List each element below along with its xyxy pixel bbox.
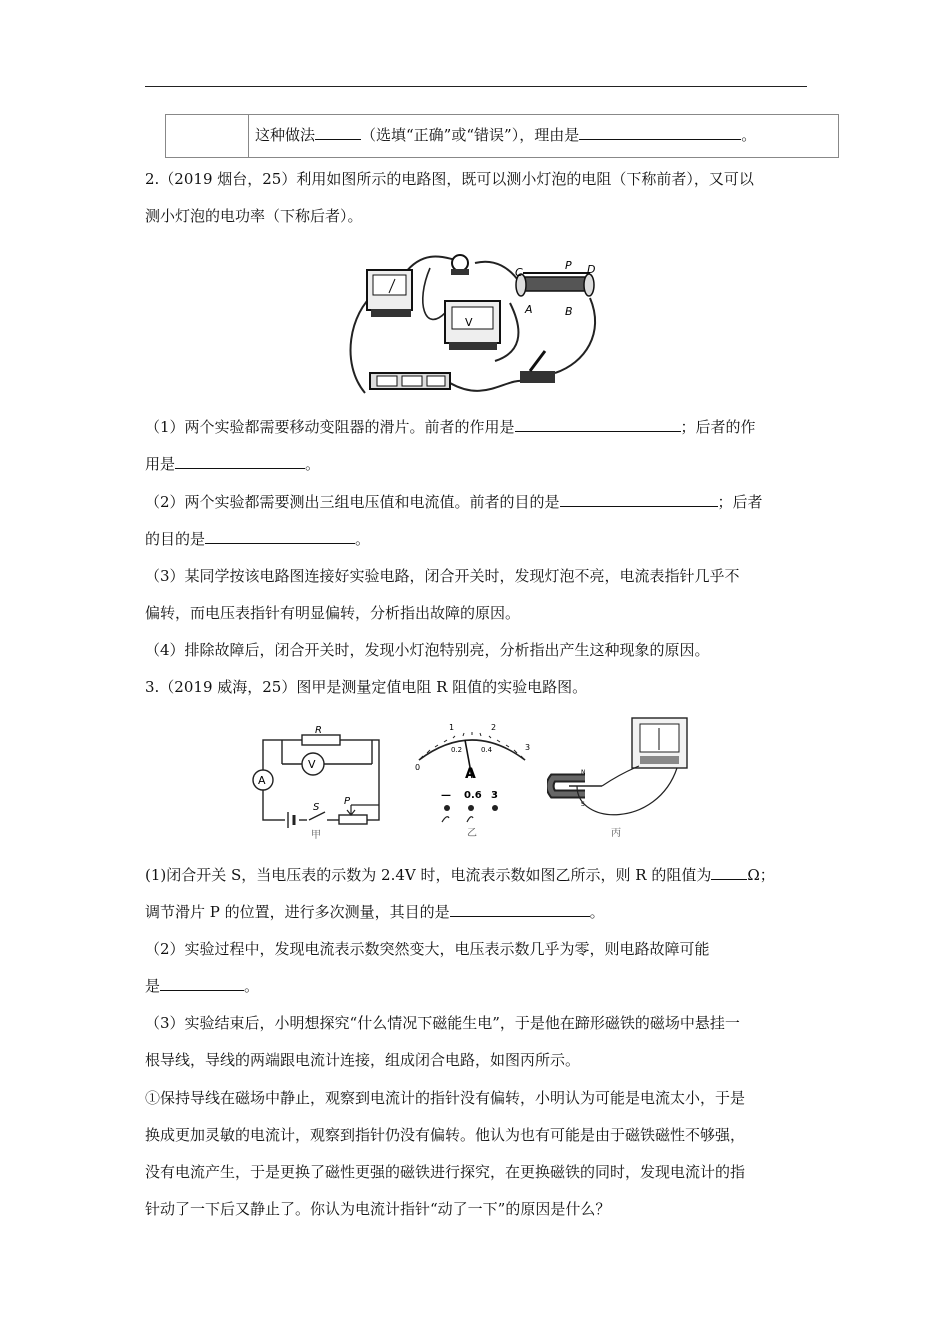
ammeter-base (371, 309, 411, 317)
fig-bing-magnet (547, 716, 697, 840)
q2-part1-line2 (145, 454, 320, 474)
lamp-socket (451, 269, 469, 275)
q3-p2-text-b: 是 (145, 977, 161, 995)
q2-part2-line2 (145, 529, 370, 549)
terminal-knob (492, 805, 498, 811)
q2-p1-text-b: ；后者的作 (680, 418, 756, 436)
table-cell-text (249, 115, 838, 157)
q3-p2-end: 。 (244, 977, 260, 995)
q2-part2-line1 (145, 492, 763, 512)
terminal-minus: — (441, 790, 451, 801)
dial-unit: A (465, 766, 476, 782)
switch-lever (530, 351, 545, 371)
battery-cell (377, 376, 397, 386)
dial-arc (419, 740, 525, 760)
tick-1: 1 (449, 723, 455, 732)
answer-table-row (165, 114, 839, 158)
tick-0: 0 (415, 763, 421, 772)
wire (450, 381, 525, 391)
caption-bing: 丙 (611, 828, 621, 839)
q2-part4: （4）排除故障后，闭合开关时，发现小灯泡特别亮，分析指出产生这种现象的原因。 (145, 641, 710, 659)
answer-blank[interactable] (205, 529, 355, 544)
q2-p2-text-a: （2）两个实验都需要测出三组电压值和电流值。前者的目的是 (145, 493, 560, 511)
lead-wire (577, 768, 677, 815)
answer-blank[interactable] (579, 125, 741, 140)
pole-s: S (581, 801, 585, 808)
q3-intro: 3.（2019 威海，25）图甲是测量定值电阻 R 阻值的实验电路图。 (145, 678, 588, 696)
wire (555, 298, 595, 373)
wire-lead (442, 817, 449, 822)
q3-part1-line2 (145, 902, 605, 922)
label-d: D (587, 263, 596, 276)
table-text-b: （选填“正确”或“错误”），理由是 (361, 126, 580, 144)
answer-blank[interactable] (315, 125, 361, 140)
label-s: S (313, 802, 320, 813)
battery-cell (402, 376, 422, 386)
label-c: C (515, 266, 523, 279)
q3-part2-line1: （2）实验过程中，发现电流表示数突然变大，电压表示数几乎为零，则电路故障可能 (145, 940, 710, 958)
q2-intro-line2: 测小灯泡的电功率（下称后者）。 (145, 207, 363, 225)
lamp-bulb (452, 255, 468, 271)
fig-yi-ammeter (407, 722, 537, 840)
voltmeter-label: V (465, 316, 473, 329)
q2-p2-text-b: ；后者 (717, 493, 763, 511)
q3-p1-unit: Ω； (747, 866, 775, 884)
label-p: P (565, 259, 572, 272)
answer-blank[interactable] (560, 492, 718, 507)
q3-part2-line2 (145, 976, 259, 996)
terminal-knob (444, 805, 450, 811)
q2-part3-line1: （3）某同学按该电路图连接好实验电路，闭合开关时，发现灯泡不亮，电流表指针几乎不 (145, 567, 740, 585)
label-a: A (525, 303, 533, 316)
q3-p1-end: 。 (589, 903, 605, 921)
header-rule (145, 86, 807, 87)
answer-blank[interactable] (711, 865, 747, 880)
caption-yi: 乙 (467, 828, 477, 839)
q3-circle1-line2: 换成更加灵敏的电流计，观察到指针仍没有偏转。他认为也有可能是由于磁铁磁性不够强， (145, 1126, 746, 1144)
switch-base (520, 371, 555, 383)
label-a: A (258, 774, 266, 787)
dial-ticks (419, 732, 525, 760)
q3-part3-line2: 根导线，导线的两端跟电流计连接，组成闭合电路，如图丙所示。 (145, 1051, 581, 1069)
label-v: V (308, 758, 316, 771)
q3-p1-text-a: (1)闭合开关 S，当电压表的示数为 2.4V 时，电流表示数如图乙所示，则 R 的阻值为 (145, 866, 712, 884)
rheostat (339, 815, 367, 824)
q2-p2-text-c: 的目的是 (145, 530, 206, 548)
galvanometer-base (640, 756, 679, 764)
terminal-3-label: 3 (491, 790, 498, 801)
wire (423, 268, 445, 319)
q3-p1-text-b: 调节滑片 P 的位置，进行多次测量，其目的是 (145, 903, 450, 921)
battery-cell (427, 376, 445, 386)
voltmeter-base (449, 342, 497, 350)
pole-n: N (581, 769, 586, 776)
q2-p1-text-c: 用是 (145, 455, 176, 473)
wire-lead (467, 817, 473, 822)
tick-2: 2 (491, 723, 497, 732)
rheostat-coil (525, 277, 585, 291)
answer-blank[interactable] (175, 454, 305, 469)
terminal-knob (468, 805, 474, 811)
caption-jia: 甲 (311, 830, 321, 840)
q3-part1-line1 (145, 865, 775, 885)
wire (475, 262, 520, 283)
rheostat-end (584, 274, 594, 296)
fig-jia-circuit (247, 722, 387, 840)
terminal-0-6-label: 0.6 (464, 790, 482, 801)
answer-blank[interactable] (160, 976, 244, 991)
label-r: R (315, 725, 322, 736)
table-text-a: 这种做法 (255, 126, 316, 144)
q2-part3-line2: 偏转，而电压表指针有明显偏转，分析指出故障的原因。 (145, 604, 521, 622)
table-text-end: 。 (741, 126, 757, 144)
battery-gap (285, 814, 299, 826)
q2-circuit-photo (345, 243, 610, 400)
q2-p2-end: 。 (355, 530, 371, 548)
answer-blank[interactable] (515, 417, 681, 432)
circuit-loop (263, 740, 379, 820)
table-cell-empty (166, 115, 249, 157)
tick-0-2: 0.2 (451, 746, 463, 754)
q2-part1-line1 (145, 417, 756, 437)
label-b: B (565, 305, 573, 318)
q3-circle1-line3: 没有电流产生，于是更换了磁性更强的磁铁进行探究，在更换磁铁的同时，发现电流计的指 (145, 1163, 746, 1181)
q3-circle1-line4: 针动了一下后又静止了。你认为电流计指针“动了一下”的原因是什么？ (145, 1200, 611, 1218)
q2-intro-line1: 2.（2019 烟台，25）利用如图所示的电路图，既可以测小灯泡的电阻（下称前者），又可以 (145, 170, 754, 188)
q3-part3-line1: （3）实验结束后，小明想探究“什么情况下磁能生电”，于是他在蹄形磁铁的磁场中悬挂一 (145, 1014, 740, 1032)
q2-p1-end: 。 (305, 455, 321, 473)
label-p: P (344, 796, 351, 807)
q2-p1-text-a: （1）两个实验都需要移动变阻器的滑片。前者的作用是 (145, 418, 515, 436)
tick-3: 3 (525, 743, 531, 752)
tick-0-4: 0.4 (481, 746, 493, 754)
lead-wire (602, 766, 639, 786)
q3-circle1-line1: ①保持导线在磁场中静止，观察到电流计的指针没有偏转，小明认为可能是电流太小，于是 (145, 1089, 746, 1107)
answer-blank[interactable] (450, 902, 590, 917)
resistor-r (302, 735, 340, 745)
